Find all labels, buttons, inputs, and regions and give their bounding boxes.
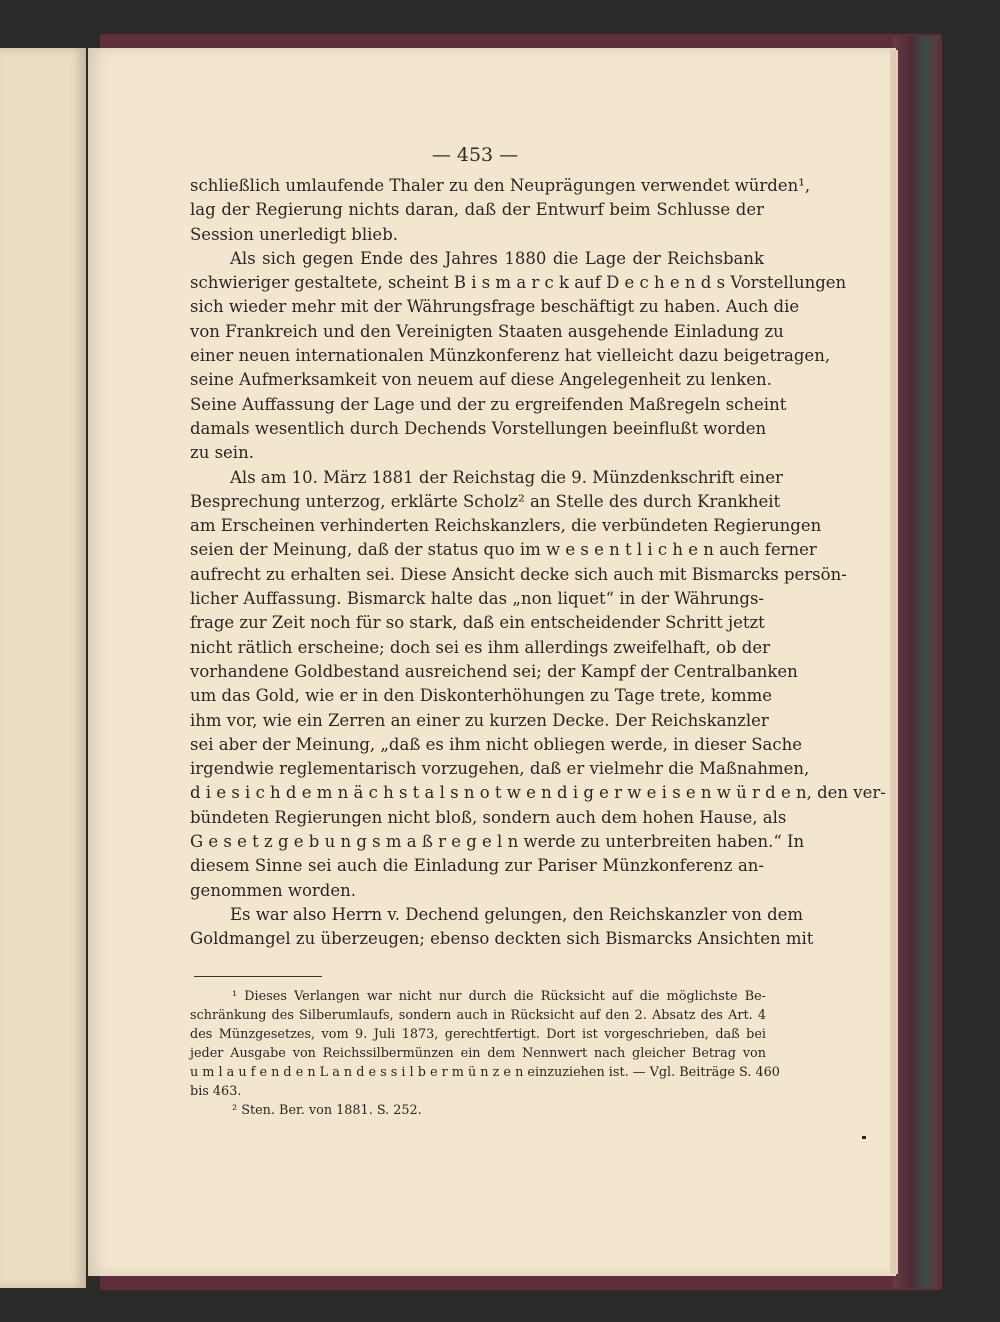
text-line: von Frankreich und den Vereinigten Staaten ausgehende Einladung zu: [190, 321, 784, 341]
text-line: Besprechung unterzog, erklärte Scholz² an Stelle des durch Krankheit: [190, 491, 781, 511]
text-line: Seine Auffassung der Lage und der zu ergreifenden Maßregeln scheint: [190, 394, 787, 414]
text-line: Es war also Herrn v. Dechend gelungen, den Reichskanzler von dem: [230, 904, 804, 924]
footnote-line: schränkung des Silberumlaufs, sondern auch in Rücksicht auf den 2. Absatz des Art. 4: [190, 1008, 766, 1023]
text-line: irgendwie reglementarisch vorzugehen, daß er vielmehr die Maßnahmen,: [190, 759, 810, 779]
text-line: Als am 10. März 1881 der Reichstag die 9. Münzdenkschrift einer: [230, 467, 783, 487]
text-line: licher Auffassung. Bismarck halte das „non liquet“ in der Währungs-: [190, 589, 764, 609]
text-line: schwieriger gestaltete, scheint B i s m a r c k auf D e c h e n d s Vorstellungen: [190, 273, 847, 293]
body-text: [190, 174, 886, 952]
text-line: G e s e t z g e b u n g s m a ß r e g e l n werde zu unterbreiten haben.“ In: [190, 832, 805, 852]
text-line: schließlich umlaufende Thaler zu den Neuprägungen verwendet würden¹,: [190, 176, 811, 195]
text-line: genommen worden.: [190, 880, 356, 900]
text-line: lag der Regierung nichts daran, daß der Entwurf beim Schlusse der: [190, 200, 764, 220]
text-line: am Erscheinen verhinderten Reichskanzlers, die verbündeten Regierungen: [190, 516, 822, 536]
left-page-edge: [0, 48, 86, 1288]
footnote-divider: [194, 976, 322, 977]
footnotes: [190, 987, 780, 1120]
page-mark: [862, 1136, 866, 1139]
text-line: seien der Meinung, daß der status quo im w e s e n t l i c h e n auch ferner: [190, 540, 817, 560]
text-line: d i e s i c h d e m n ä c h s t a l s n o t w e n d i g e r w e i s e n w ü r d e n, den ver-: [190, 783, 886, 803]
book-cover-edge: [893, 36, 938, 1288]
footnote-line: u m l a u f e n d e n L a n d e s s i l b e r m ü n z e n einzuziehen ist. — Vgl. Beiträge S. 460: [190, 1065, 780, 1080]
text-line: nicht rätlich erscheine; doch sei es ihm allerdings zweifelhaft, ob der: [190, 637, 770, 657]
text-line: seine Aufmerksamkeit von neuem auf diese Angelegenheit zu lenken.: [190, 370, 772, 390]
text-line: diesem Sinne sei auch die Einladung zur Pariser Münzkonferenz an-: [190, 856, 764, 876]
text-line: um das Gold, wie er in den Diskonterhöhungen zu Tage trete, komme: [190, 686, 773, 706]
text-line: einer neuen internationalen Münzkonferenz hat vielleicht dazu beigetragen,: [190, 346, 831, 366]
text-line: damals wesentlich durch Dechends Vorstellungen beeinflußt worden: [190, 418, 767, 438]
text-line: Goldmangel zu überzeugen; ebenso deckten sich Bismarcks Ansichten mit: [190, 929, 814, 949]
text-line: frage zur Zeit noch für so stark, daß ein entscheidender Schritt jetzt: [190, 613, 765, 633]
text-line: zu sein.: [190, 443, 254, 463]
text-line: sich wieder mehr mit der Währungsfrage beschäftigt zu haben. Auch die: [190, 297, 800, 317]
text-line: ihm vor, wie ein Zerren an einer zu kurzen Decke. Der Reichskanzler: [190, 710, 769, 730]
text-line: Session unerledigt blieb.: [190, 224, 398, 244]
text-line: vorhandene Goldbestand ausreichend sei; der Kampf der Centralbanken: [190, 661, 798, 681]
text-line: sei aber der Meinung, „daß es ihm nicht obliegen werde, in dieser Sache: [190, 734, 803, 754]
footnote-line: bis 463.: [190, 1084, 242, 1099]
text-line: bündeten Regierungen nicht bloß, sondern auch dem hohen Hause, als: [190, 807, 787, 827]
page-stack-edge: [890, 50, 898, 1274]
text-line: Als sich gegen Ende des Jahres 1880 die Lage der Reichsbank: [230, 248, 764, 268]
footnote-line: ² Sten. Ber. von 1881. S. 252.: [232, 1103, 422, 1118]
footnote-line: ¹ Dieses Verlangen war nicht nur durch die Rücksicht auf die möglichste Be-: [232, 989, 766, 1004]
text-line: aufrecht zu erhalten sei. Diese Ansicht decke sich auch mit Bismarcks persön-: [190, 564, 847, 584]
page-number: — 453 —: [431, 144, 519, 166]
footnote-line: jeder Ausgabe von Reichssilbermünzen ein dem Nennwert nach gleicher Betrag von: [190, 1046, 766, 1061]
footnote-line: des Münzgesetzes, vom 9. Juli 1873, gerechtfertigt. Dort ist vorgeschrieben, daß bei: [190, 1027, 766, 1042]
